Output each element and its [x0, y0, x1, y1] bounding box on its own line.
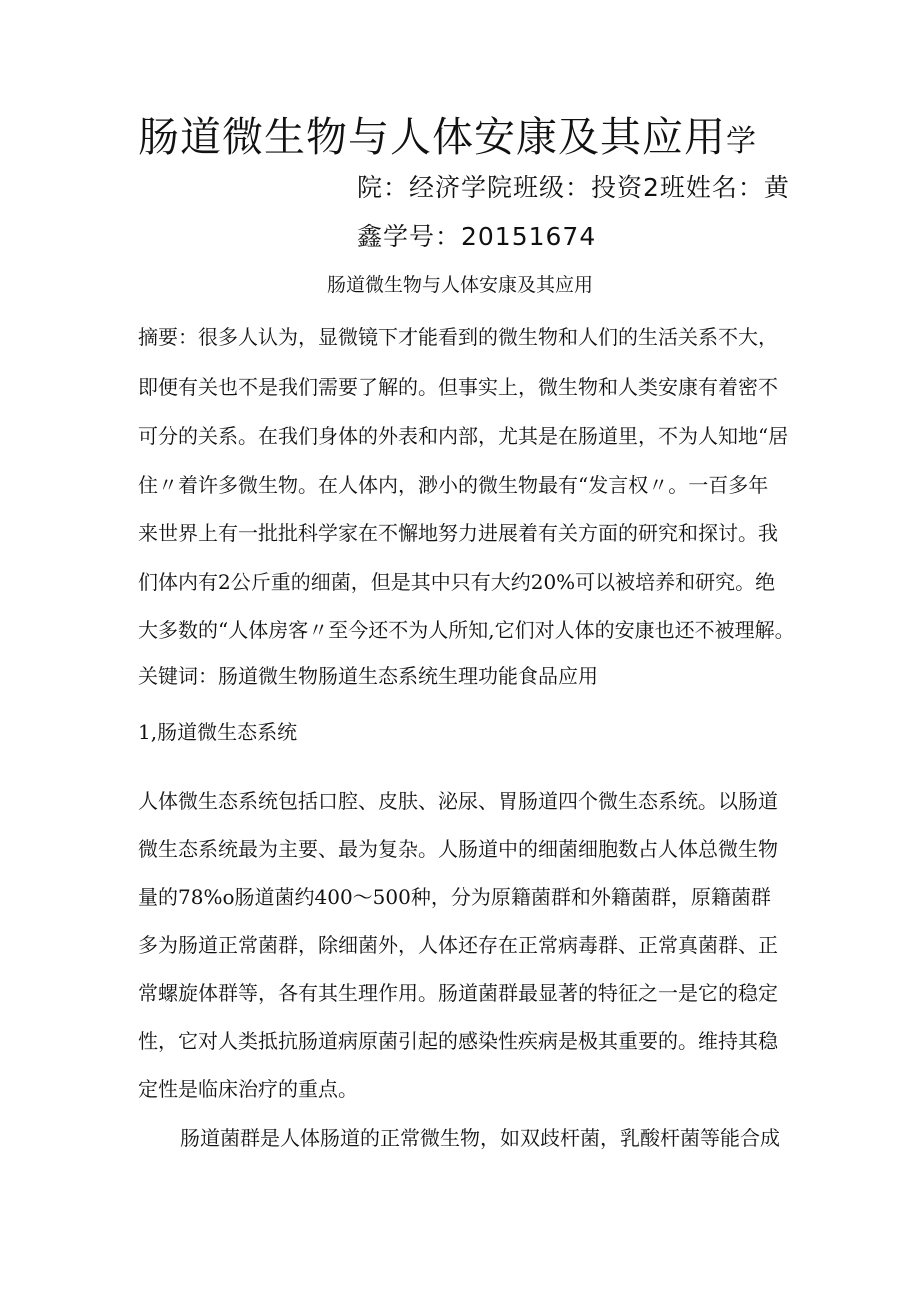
section-1-line: 微生态系统最为主要、最为复杂。人肠道中的细菌细胞数占人体总微生物 [138, 837, 778, 861]
section-1-line: 量的78%o肠道菌约400～500种，分为原籍菌群和外籍菌群，原籍菌群 [138, 885, 771, 909]
keywords-line: 关键词：肠道微生物肠道生态系统生理功能食品应用 [138, 664, 598, 688]
paragraph-2-first-line: 肠道菌群是人体肠道的正常微生物，如双歧杆菌，乳酸杆菌等能合成 [180, 1126, 780, 1150]
centered-title: 肠道微生物与人体安康及其应用 [326, 274, 593, 296]
section-1-line: 定性是临床治疗的重点。 [138, 1077, 358, 1101]
document-title-suffix: 学 [726, 124, 757, 159]
abstract-line: 即便有关也不是我们需要了解的。但事实上，微生物和人类安康有着密不 [138, 375, 778, 399]
author-info-line-2: 鑫学号：20151674 [357, 222, 597, 251]
section-1-line: 人体微生态系统包括口腔、皮肤、泌尿、胃肠道四个微生态系统。以肠道 [138, 789, 778, 813]
author-info-line-1: 院：经济学院班级：投资2班姓名：黄 [357, 173, 790, 202]
abstract-line: 们体内有2公斤重的细菌，但是其中只有大约20%可以被培养和研究。绝 [138, 570, 776, 594]
abstract-line: 大多数的“人体房客〃至今还不为人所知,它们对人体的安康也还不被理解。 [138, 618, 795, 642]
document-title-main: 肠道微生物与人体安康及其应用 [138, 113, 726, 161]
document-title [138, 104, 757, 163]
section-1-heading: 1,肠道微生态系统 [138, 720, 298, 744]
abstract-line: 来世界上有一批批科学家在不懈地努力进展着有关方面的研究和探讨。我 [138, 521, 778, 545]
section-1-line: 多为肠道正常菌群，除细菌外，人体还存在正常病毒群、正常真菌群、正 [138, 933, 778, 957]
section-1-line: 性，它对人类抵抗肠道病原菌引起的感染性疾病是极其重要的。维持其稳 [138, 1029, 778, 1053]
abstract-line: 住〃着许多微生物。在人体内，渺小的微生物最有“发言权〃。一百多年 [138, 473, 769, 497]
section-1-line: 常螺旋体群等，各有其生理作用。肠道菌群最显著的特征之一是它的稳定 [138, 981, 778, 1005]
abstract-line: 摘要：很多人认为，显微镜下才能看到的微生物和人们的生活关系不大， [138, 325, 778, 349]
abstract-line: 可分的关系。在我们身体的外表和内部，尤其是在肠道里，不为人知地“居 [138, 424, 789, 448]
